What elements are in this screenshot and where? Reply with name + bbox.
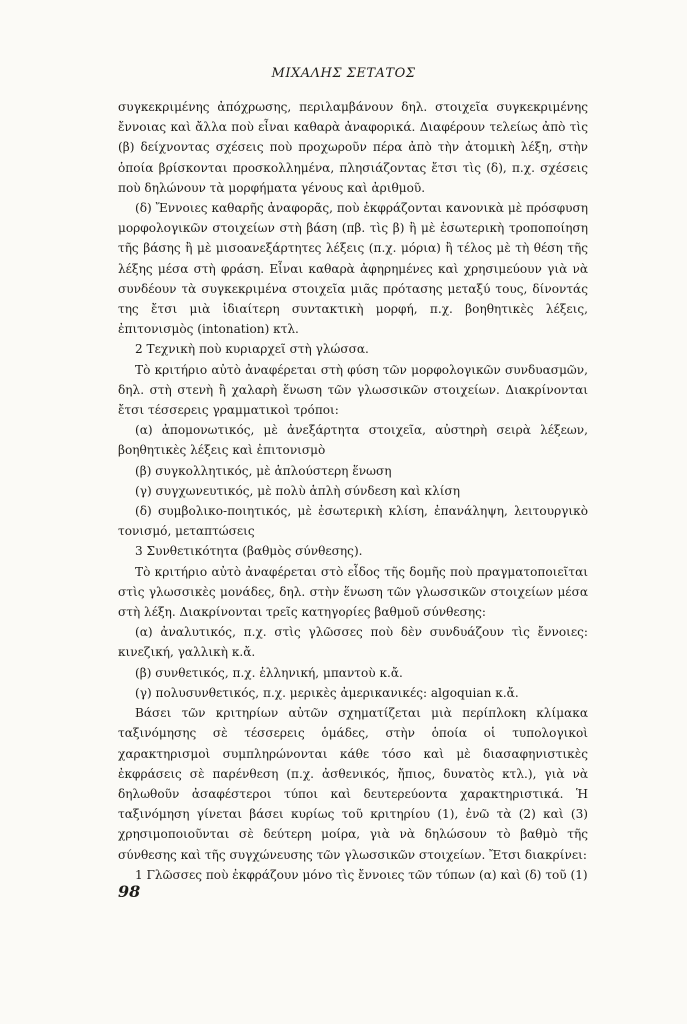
running-head: ΜΙΧΑΛΗΣ ΣΕΤΑΤΟΣ [271, 66, 416, 81]
list-item: (δ) συμβολικο-ποιητικός, μὲ ἐσωτερικὴ κλίση, ἐπανάληψη, λειτουργικὸ τονισμό, μεταπτώσεις [118, 504, 588, 539]
list-item: (α) ἀπομονωτικός, μὲ ἀνεξάρτητα στοιχεῖα, αὐστηρὴ σειρὰ λέξεων, βοηθητικὲς λέξεις καὶ ἐπιτονισμὸ [118, 423, 588, 458]
paragraph: Τὸ κριτήριο αὐτὸ ἀναφέρεται στὸ εἶδος τῆς δομῆς ποὺ πραγματοποιεῖται στὶς γλωσσικὲς μονάδες, δηλ. στὴν ἕνωση τῶν γλωσσικῶν στοιχείων μέσα στὴ λέξη. Διακρίνονται τρεῖς κατηγορίες βαθμοῦ σύνθεσης: [118, 564, 588, 620]
paragraph: Τὸ κριτήριο αὐτὸ ἀναφέρεται στὴ φύση τῶν μορφολογικῶν συνδυασμῶν, δηλ. στὴ στενὴ ἢ χαλαρὴ ἕνωση τῶν γλωσσικῶν στοιχείων. Διακρίνονται ἔτσι τέσσερεις γραμματικοὶ τρόποι: [118, 362, 588, 418]
list-item: (γ) συγχωνευτικός, μὲ πολὺ ἁπλὴ σύνδεση καὶ κλίση [135, 483, 461, 498]
section-heading-3: 3 Συνθετικότητα (βαθμὸς σύνθεσης). [135, 544, 363, 559]
paragraph-item-d: (δ) Ἔννοιες καθαρῆς ἀναφορᾶς, ποὺ ἐκφράζονται κανονικὰ μὲ πρόσφυση μορφολογικῶν στοιχείων στὴ βάση (πβ. τὶς β) ἢ μὲ ἐσωτερικὴ τροποποίηση τῆς βάσης ἢ μὲ μισοανεξάρτητες λέξεις (π.χ. μόρια) ἢ τέλος μὲ τὴ θέση τῆς λέξης μέσα στὴ φράση. Εἶναι καθαρὰ ἀφηρημένες καὶ χρησιμεύουν γιὰ νὰ συνδέουν τὰ συγκεκριμένα στοιχεῖα μιᾶς πρότασης μεταξύ τους, δίνοντάς της ἔτσι μιὰ ἰδιαίτερη συντακτικὴ μορφή, π.χ. βοηθητικὲς λέξεις, ἐπιτονισμὸς (intonation) κτλ. [118, 201, 588, 337]
section-heading-2: 2 Τεχνικὴ ποὺ κυριαρχεῖ στὴ γλώσσα. [135, 342, 369, 357]
list-item: (α) ἀναλυτικός, π.χ. στὶς γλῶσσες ποὺ δὲν συνδυάζουν τὶς ἔννοιες: κινεζική, γαλλικὴ κ.ἄ. [118, 625, 588, 660]
list-item: (β) συνθετικός, π.χ. ἑλληνική, μπαντοὺ κ.ἄ. [135, 665, 403, 680]
paragraph: 1 Γλῶσσες ποὺ ἐκφράζουν μόνο τὶς ἔννοιες τῶν τύπων (α) καὶ (δ) τοῦ (1) [135, 867, 588, 882]
body-text [118, 97, 588, 885]
paragraph: Βάσει τῶν κριτηρίων αὐτῶν σχηματίζεται μιὰ περίπλοκη κλίμακα ταξινόμησης σὲ τέσσερεις ὁμάδες, στὴν ὁποία οἱ τυπολογικοὶ χαρακτηρισμοὶ συμπληρώνονται κάθε τόσο καὶ μὲ διασαφηνιστικὲς ἐκφράσεις σὲ παρένθεση (π.χ. ἀσθενικός, ἤπιος, δυνατὸς κτλ.), γιὰ νὰ δηλωθοῦν ἀσαφέστεροι τύποι καὶ δευτερεύοντα χαρακτηριστικά. Ἡ ταξινόμηση γίνεται βάσει κυρίως τοῦ κριτηρίου (1), ἐνῶ τὰ (2) καὶ (3) χρησιμοποιοῦνται σὲ δεύτερη μοίρα, γιὰ νὰ δηλώσουν τὸ βαθμὸ τῆς σύνθεσης καὶ τῆς συγχώνευσης τῶν γλωσσικῶν στοιχείων. Ἔτσι διακρίνει: [118, 706, 588, 862]
page-number: 98 [118, 882, 141, 901]
paragraph-continuation: συγκεκριμένης ἀπόχρωσης, περιλαμβάνουν δηλ. στοιχεῖα συγκεκριμένης ἔννοιας καὶ ἄλλα ποὺ εἶναι καθαρὰ ἀναφορικά. Διαφέρουν τελείως ἀπὸ τὶς (β) δείχνοντας σχέσεις ποὺ προχωροῦν πέρα ἀπὸ τὴν ἀτομικὴ λέξη, στὴν ὁποία βρίσκονται προσκολλημένα, πλησιάζοντας ἔτσι τὶς (δ), π.χ. σχέσεις ποὺ δηλώνουν τὰ μορφήματα γένους καὶ ἀριθμοῦ. [118, 100, 588, 195]
list-item: (β) συγκολλητικός, μὲ ἁπλούστερη ἕνωση [135, 463, 392, 478]
list-item: (γ) πολυσυνθετικός, π.χ. μερικὲς ἀμερικανικές: algoquian κ.ἄ. [135, 685, 519, 700]
